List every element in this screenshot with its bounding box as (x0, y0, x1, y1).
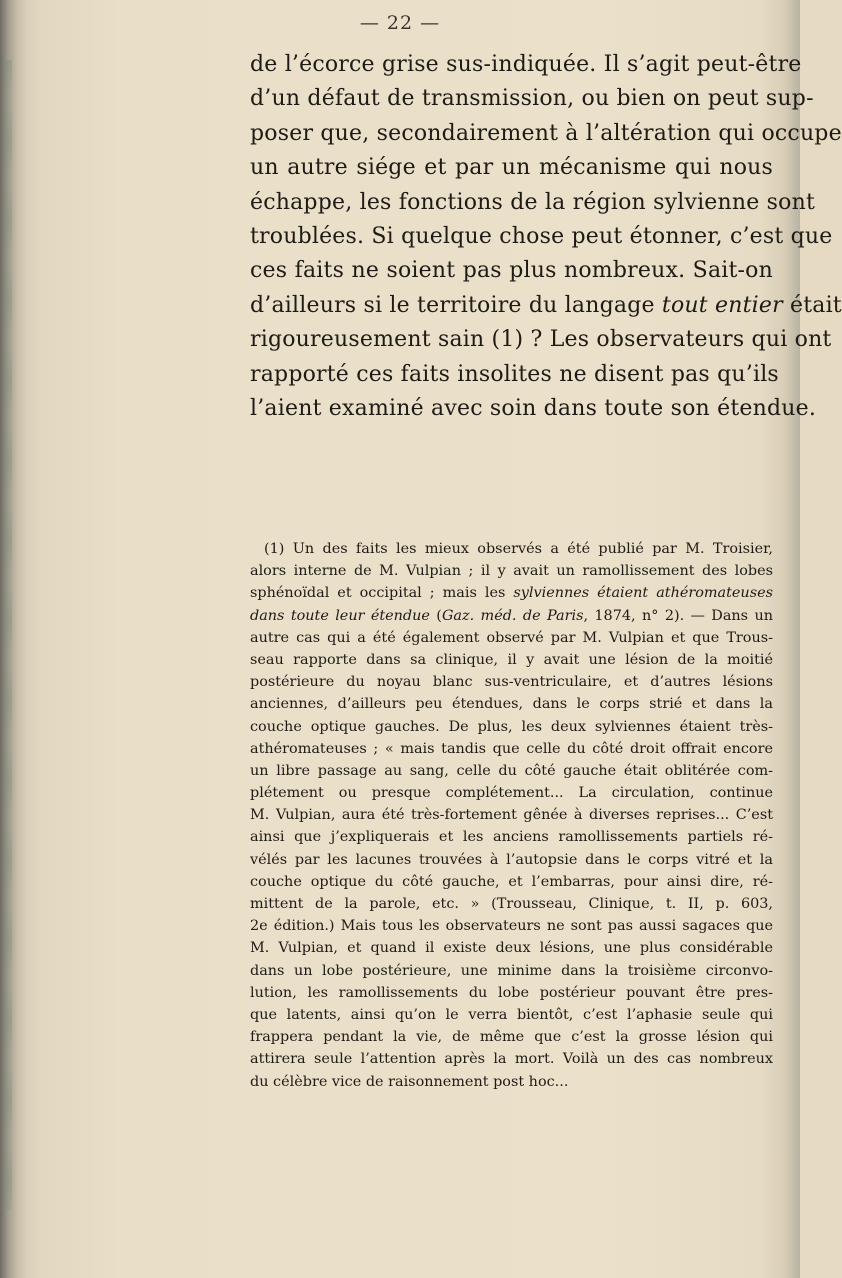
main-line: de l’écorce grise sus-indiquée. Il s’agit peut-être (250, 52, 802, 77)
main-line: d’un défaut de transmission, ou bien on peut sup- (250, 86, 814, 112)
footnote-line: autre cas qui a été également observé par M. Vulpian et que Trous- (250, 629, 773, 646)
main-line: troublées. Si quelque chose peut étonner, c’est que (250, 223, 833, 249)
footnote-line: couche optique gauches. De plus, les deux sylviennes étaient très- (250, 718, 773, 735)
footnote-line (250, 582, 773, 604)
footnote-line: frappera pendant la vie, de même que c’est la grosse lésion qui (250, 1029, 773, 1046)
footnote-line: plétement ou presque complétement... La circulation, continue (250, 785, 773, 802)
footnote-line: alors interne de M. Vulpian ; il y avait un ramollissement des lobes (250, 563, 773, 580)
italic-run: dans toute leur étendue (250, 607, 430, 624)
main-line: échappe, les fonctions de la région sylvienne sont (250, 189, 816, 215)
main-line: rapporté ces faits insolites ne disent pas qu’ils (250, 361, 779, 387)
main-line: ces faits ne soient pas plus nombreux. Sait-on (250, 258, 773, 284)
footnote-line: que latents, ainsi qu’on le verra bientôt, c’est l’aphasie seule qui (250, 1006, 773, 1023)
footnote-line: athéromateuses ; « mais tandis que celle du côté droit offrait encore (250, 740, 773, 757)
footnote-line: ainsi que j’expliquerais et les anciens ramollissements partiels ré- (250, 829, 773, 846)
binding-stain (4, 60, 12, 1210)
footnote-line: un libre passage au sang, celle du côté gauche était oblitérée com- (250, 762, 773, 779)
footnote-line: attirera seule l’attention après la mort. Voilà un des cas nombreux (250, 1051, 773, 1068)
footnote-line: (1) Un des faits les mieux observés a été publié par M. Troisier, (264, 541, 773, 557)
footnote-line: vélés par les lacunes trouvées à l’autopsie dans le corps vitré et la (250, 851, 773, 868)
italic-run: sylviennes étaient athéromateuses (513, 585, 773, 602)
text-run: ( (429, 607, 442, 624)
main-line (250, 289, 842, 323)
page-number: — 22 — (359, 12, 441, 34)
footnote-line: seau rapporte dans sa clinique, il y avait une lésion de la moitié (250, 651, 773, 668)
text-run: sphénoïdal et occipital ; mais les (250, 585, 514, 602)
footnote (250, 538, 773, 1093)
footnote-line: anciennes, d’ailleurs peu étendues, dans le corps strié et dans la (250, 696, 773, 713)
main-line: un autre siége et par un mécanisme qui nous (250, 155, 773, 181)
footnote-line: M. Vulpian, et quand il existe deux lésions, une plus considérable (250, 940, 773, 957)
main-line: poser que, secondairement à l’altération qui occupe (250, 120, 842, 146)
main-paragraph (250, 48, 842, 426)
footnote-line: couche optique du côté gauche, et l’embarras, pour ainsi dire, ré- (250, 873, 773, 890)
text-run: d’ailleurs si le territoire du langage (250, 292, 662, 318)
footnote-line: 2e édition.) Mais tous les observateurs ne sont pas aussi sagaces que (250, 918, 773, 935)
footnote-line: dans un lobe postérieure, une minime dans la troisième circonvo- (250, 962, 773, 979)
main-line: rigoureusement sain (1) ? Les observateurs qui ont (250, 327, 832, 353)
footnote-line: mittent de la parole, etc. » (Trousseau, Clinique, t. II, p. 603, (250, 896, 773, 912)
text-run: , 1874, n° 2). — Dans un (583, 607, 773, 624)
text-run: était (782, 292, 842, 318)
italic-run: Gaz. méd. de Paris (441, 607, 584, 624)
main-line: l’aient examiné avec soin dans toute son étendue. (250, 395, 817, 421)
footnote-line: du célèbre vice de raisonnement post hoc... (250, 1073, 569, 1090)
footnote-line (250, 605, 773, 627)
footnote-line: M. Vulpian, aura été très-fortement gênée à diverses reprises... C’est (250, 807, 773, 824)
italic-run: tout entier (661, 292, 783, 318)
footnote-line: postérieure du noyau blanc sus-ventriculaire, et d’autres lésions (250, 674, 773, 691)
footnote-line: lution, les ramollissements du lobe postérieur pouvant être pres- (250, 984, 773, 1001)
